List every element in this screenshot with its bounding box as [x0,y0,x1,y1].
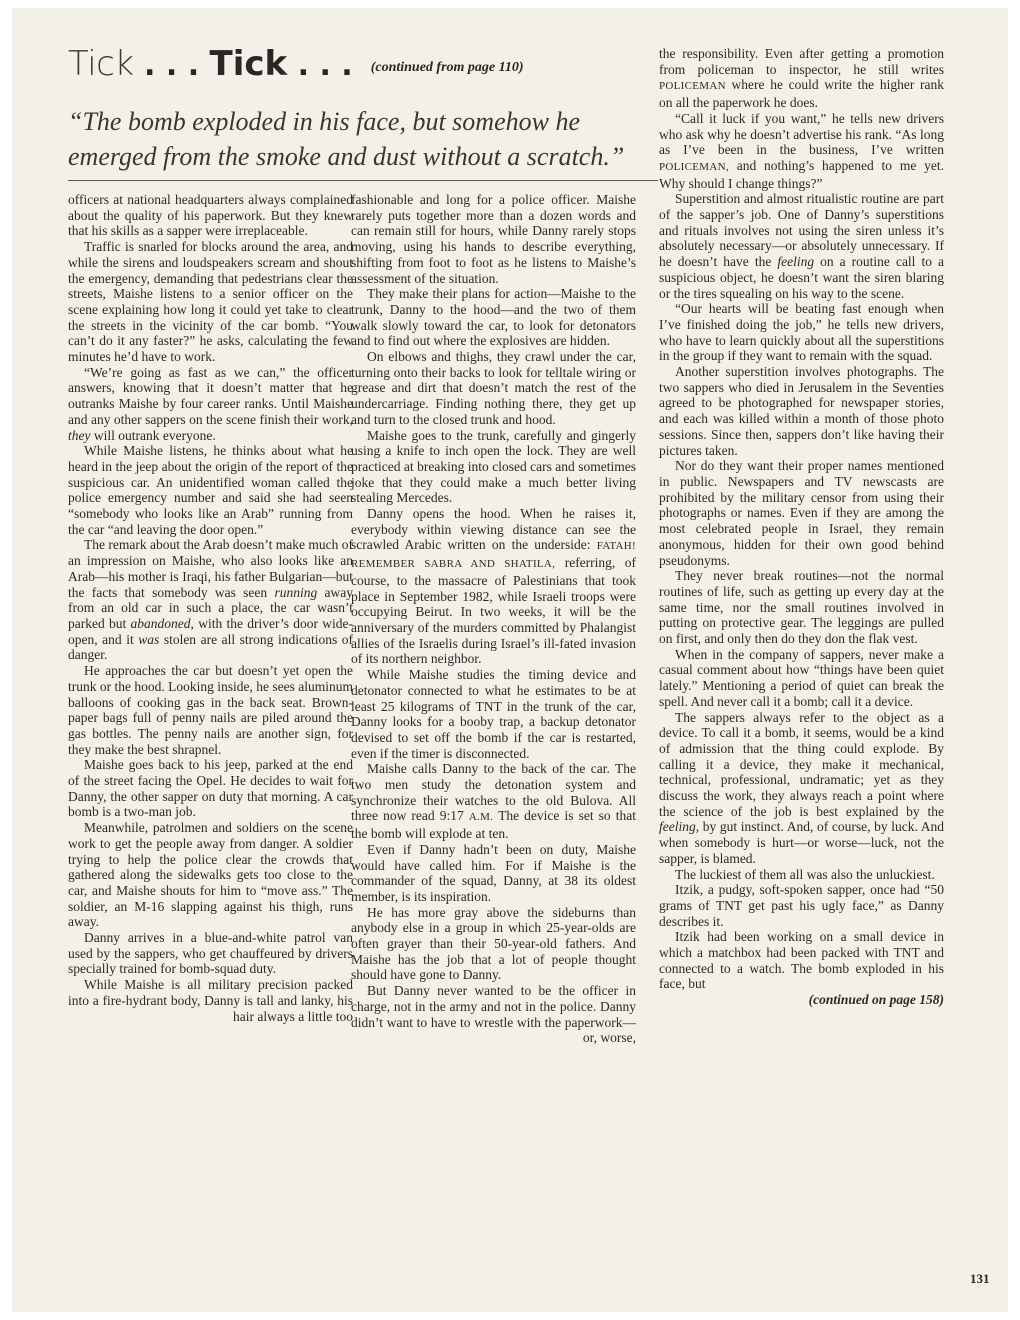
paragraph: While Maishe listens, he thinks about what he heard in the jeep about the origin of the report of the suspicious car. An unidentified woman called the police emergency number and said she had seen “somebody who looks like an Arab” running from the car “and leaving the door open.” [68,443,353,537]
paragraph: Meanwhile, patrolmen and soldiers on the scene work to get the people away from danger. A soldier trying to help the police clear the crowds that gathered along the sidewalks gets too close to the car, and Maishe shouts for him to “move ass.” The soldier, an M-16 slapping against his thigh, runs away. [68,820,353,930]
paragraph: But Danny never wanted to be the officer in charge, not in the army and not in the police. Danny didn’t want to have to wrestle with the paperwork—or, worse, [351,983,636,1046]
paragraph: Nor do they want their proper names mentioned in public. Newspapers and TV newscasts are prohibited by the military censor from using their photographs or names. Even if they are among the most celebrated people in Israel, they remain anonymous, hidden for their own good behind pseudonyms. [659,458,944,568]
title-ellipsis-2: . . . [287,48,353,83]
article-title [68,44,658,84]
paragraph: When in the company of sappers, never make a casual comment about how “things have been quiet lately.” Mentioning a period of quiet can break the spell. And never call it a bomb; call it a device. [659,646,944,709]
paragraph: Traffic is snarled for blocks around the area, and while the sirens and loudspeakers scream and shout the emergency, demanding that pedestrians clear the streets, Maishe listens to a senior officer on the scene explaining how long it could yet take to clear the streets in the vicinity of the car bomb. “You can’t do it any faster?” he asks, calculating the few minutes he’d have to work. [68,239,353,365]
column-2 [351,192,636,1046]
paragraph: They never break routines—not the normal routines of life, such as getting up every day at the same time, nor the small routines involved in putting on protective gear. The leggings are pulled on first, and only then do they don the flak vest. [659,568,944,647]
paragraph: “Call it luck if you want,” he tells new drivers who ask why he doesn’t advertise his rank. “As long as I’ve been in the business, I’ve written POLICEMAN, and nothing’s happened to me yet. Why should I change things?” [659,110,944,191]
pull-quote: “The bomb exploded in his face, but somehow he emerged from the smoke and dust without a scratch.” [68,107,625,171]
paragraph: While Maishe is all military precision packed into a fire-hydrant body, Danny is tall and lanky, his hair always a little too [68,977,353,1024]
page-number: 131 [970,1271,990,1286]
paragraph: Even if Danny hadn’t been on duty, Maishe would have called him. For if Maishe is the commander of the squad, Danny, at 38 its oldest member, is its inspiration. [351,841,636,904]
paragraph: The luckiest of them all was also the unluckiest. [675,866,935,882]
paragraph: Maishe goes to the trunk, carefully and gingerly using a knife to inch open the lock. They are well practiced at breaking into closed cars and sometimes joke that they could make a much better living stealing Mercedes. [351,427,636,506]
pull-quote-rule [68,180,658,181]
paragraph: Another superstition involves photographs. The two sappers who died in Jerusalem in the Seventies agreed to be photographed for newspaper stories, and each was killed within a month of those photo sessions. Since then, sappers don’t like having their pictures taken. [659,364,944,458]
continued-from-note: (continued from page 110) [370,60,524,75]
paragraph: Danny arrives in a blue-and-white patrol van used by the sappers, who get chauffeured by drivers specially trained for bomb-squad duty. [68,930,353,977]
paragraph: Maishe calls Danny to the back of the car. The two men study the detonation system and synchronize their watches to the old Bulova. All three now read 9:17 A.M. The device is set so that the bomb will explode at ten. [351,761,636,842]
paragraph: officers at national headquarters always complained about the quality of his paperwork. But they knew that his skills as a sapper were irreplaceable. [68,192,353,239]
paragraph: He has more gray above the sideburns than anybody else in a group in which 25-year-olds are often grayer than their 50-year-old fathers. And Maishe has the job that a lot of people thought should have gone to Danny. [351,904,636,983]
column-1 [68,192,353,1024]
paragraph: While Maishe studies the timing device and detonator connected to what he estimates to be at least 25 kilograms of TNT in the trunk of the car, Danny looks for a booby trap, a backup detonator devised to set off the bomb if the car is restarted, even if the timer is disconnected. [351,667,636,761]
paragraph: “Our hearts will be beating fast enough when I’ve finished doing the job,” he tells new drivers, who have to learn quickly about all the superstitions in the group if they want to remain with the squad. [659,301,944,364]
paragraph: Maishe goes back to his jeep, parked at the end of the street facing the Opel. He decides to wait for Danny, the other sapper on duty that morning. A car bomb is a two-man job. [68,757,353,820]
title-word-1: Tick [68,44,134,84]
paragraph: Danny opens the hood. When he raises it, everybody within viewing distance can see the scrawled Arabic written on the underside: FATAH! REMEMBER SABRA AND SHATILA, referring, of course, to the massacre of Palestinians that took place in September 1982, while Israeli troops were occupying Beirut. In two weeks, it will be the anniversary of the murders committed by Phalangist allies of the Israelis during Israel’s ill-fated invasion of its northern neighbor. [351,506,637,667]
paragraph: Itzik, a pudgy, soft-spoken sapper, once had “50 grams of TNT get past his ugly face,” as Danny describes it. [659,882,944,929]
paragraph: The sappers always refer to the object as a device. To call it a bomb, it seems, would be a kind of admission that the thing could explode. By calling it a device, they make it mechanical, technical, professional, undramatic; yet as they discuss the work, they always reach a point where the science of the job is best explained by the feeling, by gut instinct. And, of course, by luck. And when somebody is hurt—or worse—luck, not the sapper, is blamed. [659,709,945,866]
magazine-page [12,8,1008,1312]
paragraph: They make their plans for action—Maishe to the trunk, Danny to the hood—and the two of them walk slowly toward the car, to look for detonators and to find out where the explosives are hidden. [351,286,636,349]
hood-graffiti-text: FATAH! REMEMBER SABRA AND SHATILA, [351,540,636,571]
continued-on-note: (continued on page 158) [808,992,944,1008]
paragraph: Itzik had been working on a small device in which a matchbox had been packed with TNT and connected to a watch. The bomb exploded in his face, but [659,929,944,992]
paragraph: the responsibility. Even after getting a promotion from policeman to inspector, he still writes POLICEMAN where he could write the higher rank on all the paperwork he does. [659,46,944,111]
paragraph: He approaches the car but doesn’t yet open the trunk or the hood. Looking inside, he sees aluminum balloons of cooking gas in the back seat. Brown-paper bags full of penny nails are piled around the gas bottles. The penny nails are another sign, for they make the best shrapnel. [68,663,353,757]
paragraph: On elbows and thighs, they crawl under the car, turning onto their backs to look for telltale wiring or grease and dirt that doesn’t match the rest of the undercarriage. Finding nothing there, they get up and turn to the closed trunk and hood. [351,349,636,427]
paragraph: Superstition and almost ritualistic routine are part of the sapper’s job. One of Danny’s superstitions and rituals involves not using the siren unless it’s absolutely necessary—or absolutely unnecessary. If he doesn’t have the feeling on a routine call to a suspicious object, he doesn’t want the siren blaring or the tires squealing on his way to the scene. [659,191,944,301]
paragraph: fashionable and long for a police officer. Maishe rarely puts together more than a dozen words and can remain still for hours, while Danny rarely stops moving, using his hands to describe everything, shifting from foot to foot as he listens to Maishe’s assessment of the situation. [351,192,636,286]
paragraph: “We’re going as fast as we can,” the officer answers, knowing that it doesn’t matter that he outranks Maishe by four career ranks. Until Maishe and any other sappers on the scene finish their work, they will outrank everyone. [68,364,353,443]
paragraph: The remark about the Arab doesn’t make much of an impression on Maishe, who also looks like an Arab—his mother is Iraqi, his father Bulgarian—but the facts that somebody was seen running away from an old car in such a place, the car wasn’t parked but abandoned, with the driver’s door wide-open, and it was stolen are all strong indications of danger. [68,537,354,663]
title-word-2: Tick [209,44,288,84]
title-ellipsis-1: . . . [133,48,210,83]
column-3 [659,46,944,1008]
